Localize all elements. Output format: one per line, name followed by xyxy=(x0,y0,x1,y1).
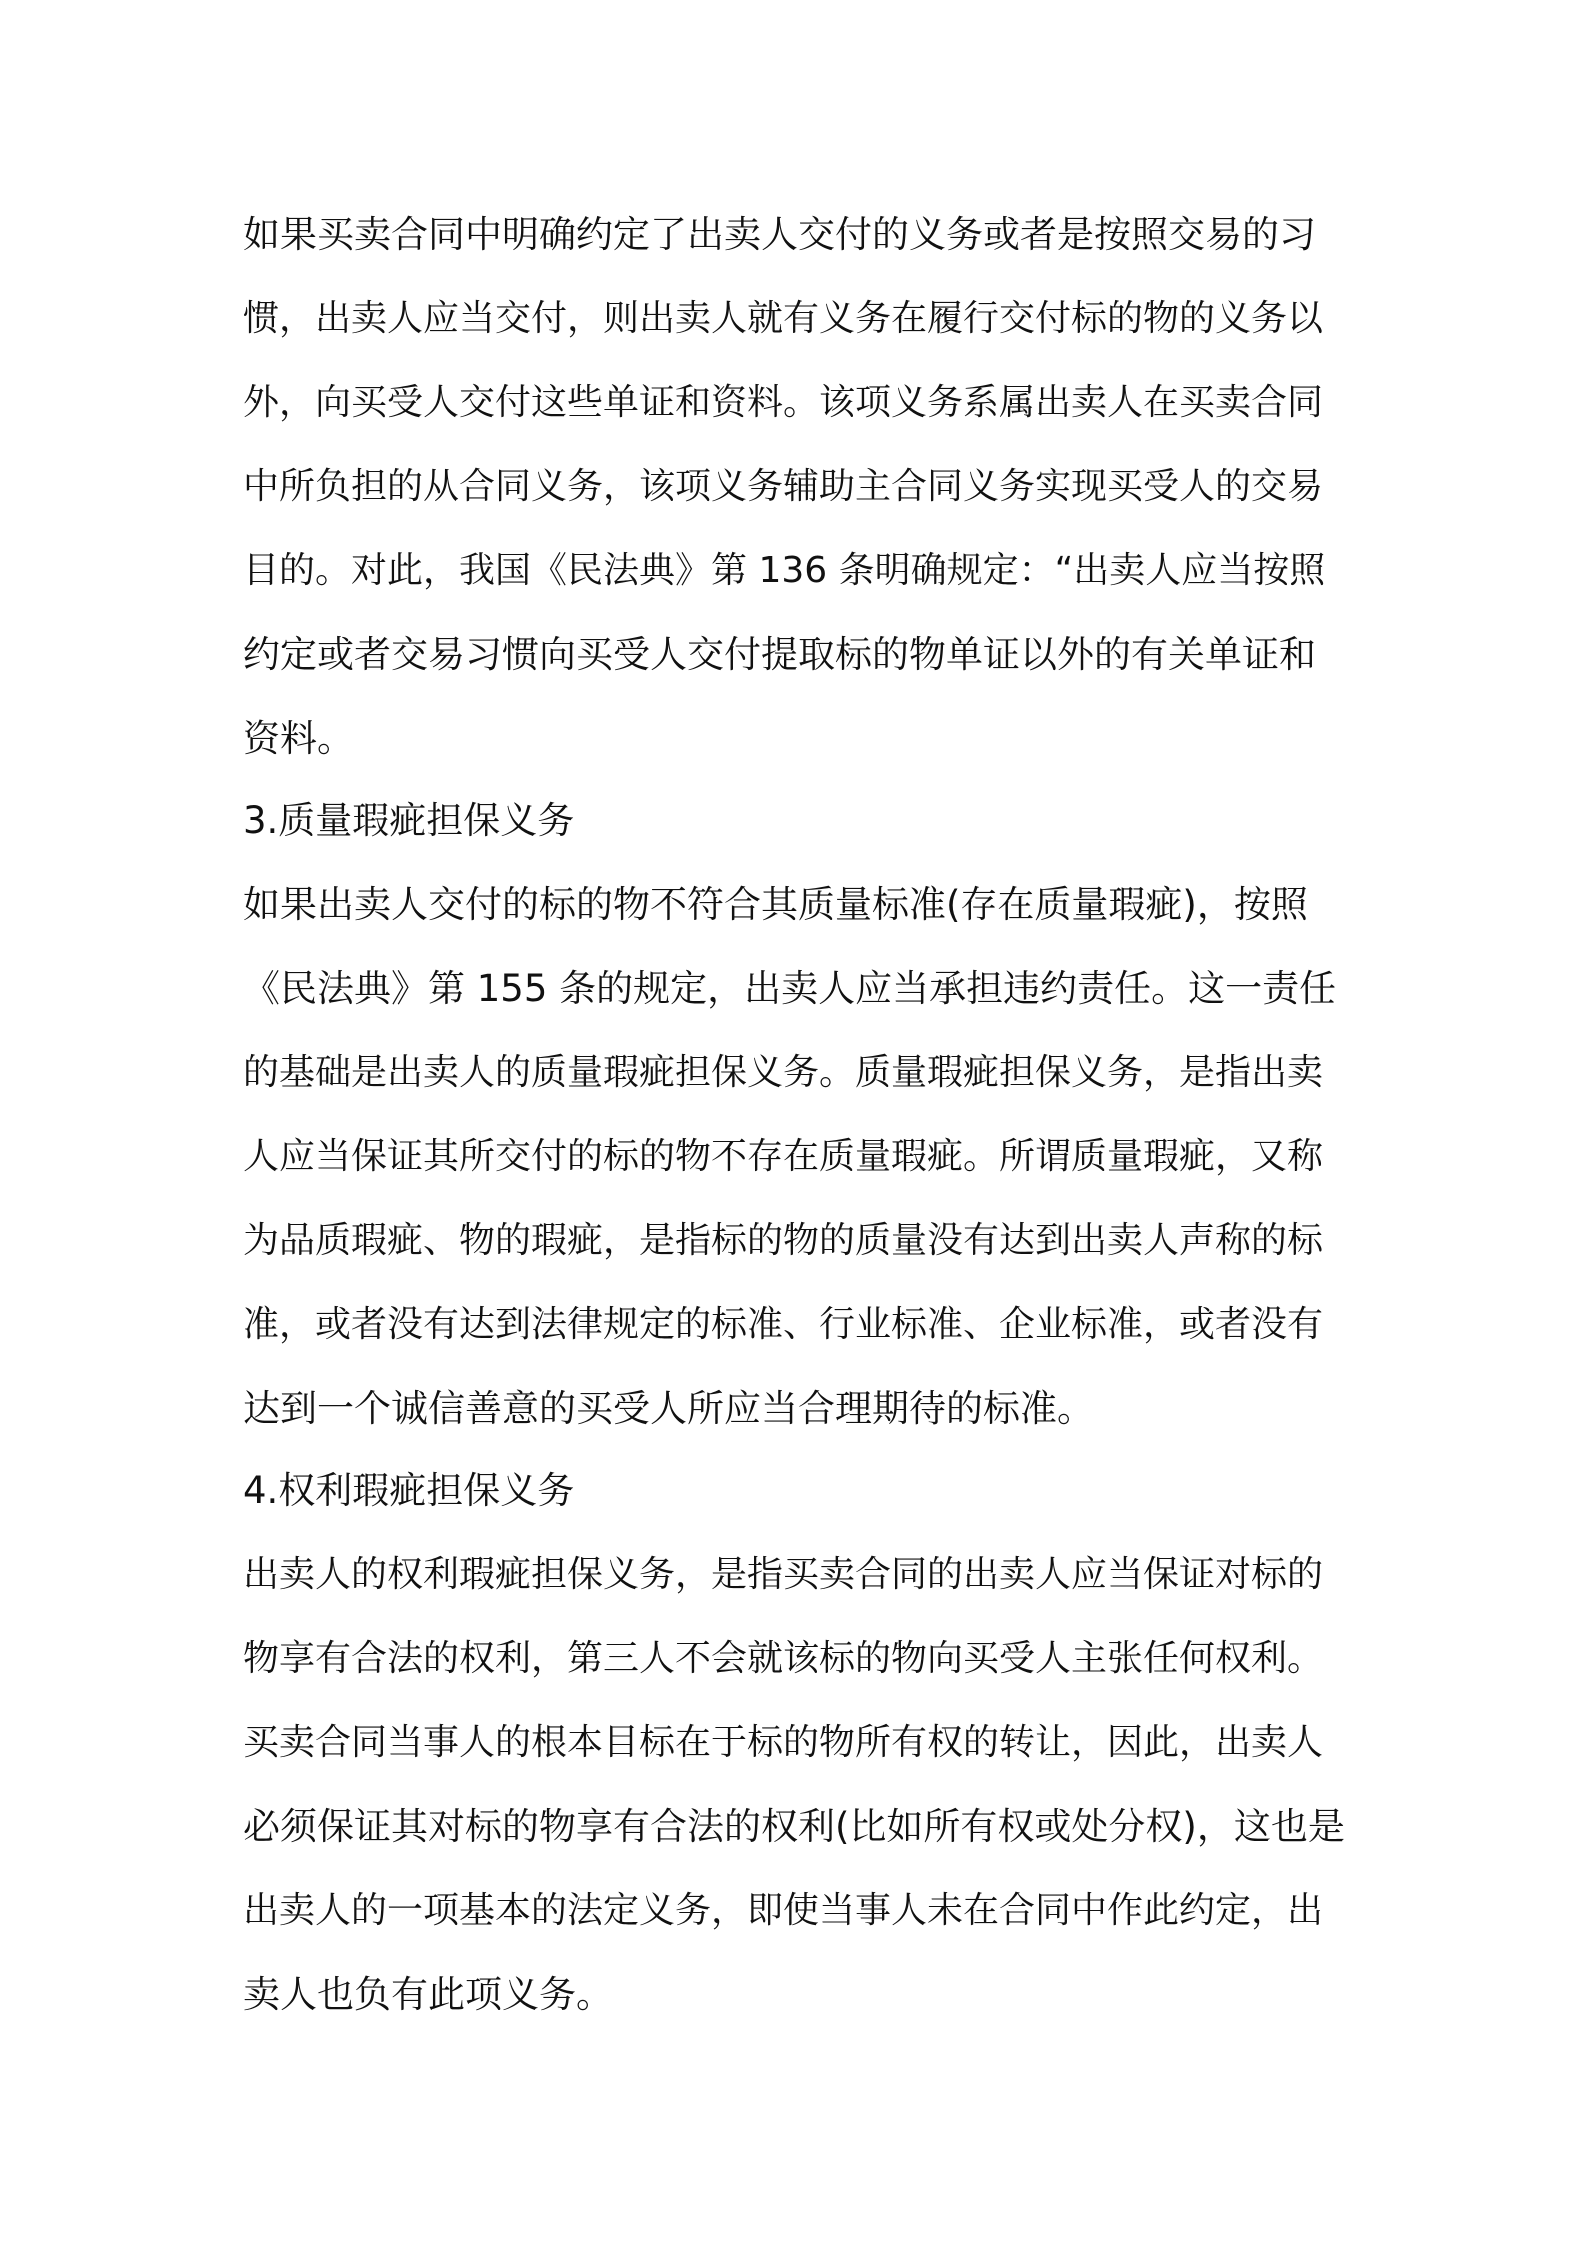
paragraph-line: 《民法典》第 155 条的规定，出卖人应当承担违约责任。这一责任 xyxy=(243,967,1337,1010)
paragraph-line: 如果买卖合同中明确约定了出卖人交付的义务或者是按照交易的习 xyxy=(243,213,1316,256)
paragraph-line: 资料。 xyxy=(243,717,354,760)
paragraph-line: 必须保证其对标的物享有合法的权利(比如所有权或处分权)，这也是 xyxy=(243,1805,1345,1848)
paragraph-line: 如果出卖人交付的标的物不符合其质量标准(存在质量瑕疵)，按照 xyxy=(243,883,1308,926)
paragraph-line: 为品质瑕疵、物的瑕疵，是指标的物的质量没有达到出卖人声称的标 xyxy=(243,1220,1324,1261)
paragraph-line: 卖人也负有此项义务。 xyxy=(243,1973,613,2016)
paragraph-line: 出卖人的一项基本的法定义务，即使当事人未在合同中作此约定，出 xyxy=(243,1890,1324,1931)
paragraph-line: 人应当保证其所交付的标的物不存在质量瑕疵。所谓质量瑕疵，又称 xyxy=(243,1136,1324,1177)
paragraph-line: 准，或者没有达到法律规定的标准、行业标准、企业标准，或者没有 xyxy=(243,1304,1324,1345)
paragraph-line: 出卖人的权利瑕疵担保义务，是指买卖合同的出卖人应当保证对标的 xyxy=(243,1554,1324,1595)
paragraph-line: 中所负担的从合同义务，该项义务辅助主合同义务实现买受人的交易 xyxy=(243,466,1324,507)
section-heading: 3.质量瑕疵担保义务 xyxy=(243,799,575,842)
paragraph-line: 外，向买受人交付这些单证和资料。该项义务系属出卖人在买卖合同 xyxy=(243,382,1324,423)
paragraph-line: 目的。对此，我国《民法典》第 136 条明确规定：“出卖人应当按照 xyxy=(243,550,1326,591)
section-heading: 4.权利瑕疵担保义务 xyxy=(243,1469,575,1512)
paragraph-line: 达到一个诚信善意的买受人所应当合理期待的标准。 xyxy=(243,1387,1094,1430)
paragraph-line: 惯，出卖人应当交付，则出卖人就有义务在履行交付标的物的义务以 xyxy=(243,298,1324,339)
paragraph-line: 约定或者交易习惯向买受人交付提取标的物单证以外的有关单证和 xyxy=(243,633,1316,676)
paragraph-line: 买卖合同当事人的根本目标在于标的物所有权的转让，因此，出卖人 xyxy=(243,1722,1324,1763)
paragraph-line: 物享有合法的权利，第三人不会就该标的物向买受人主张任何权利。 xyxy=(243,1638,1324,1679)
paragraph-line: 的基础是出卖人的质量瑕疵担保义务。质量瑕疵担保义务，是指出卖 xyxy=(243,1052,1324,1093)
